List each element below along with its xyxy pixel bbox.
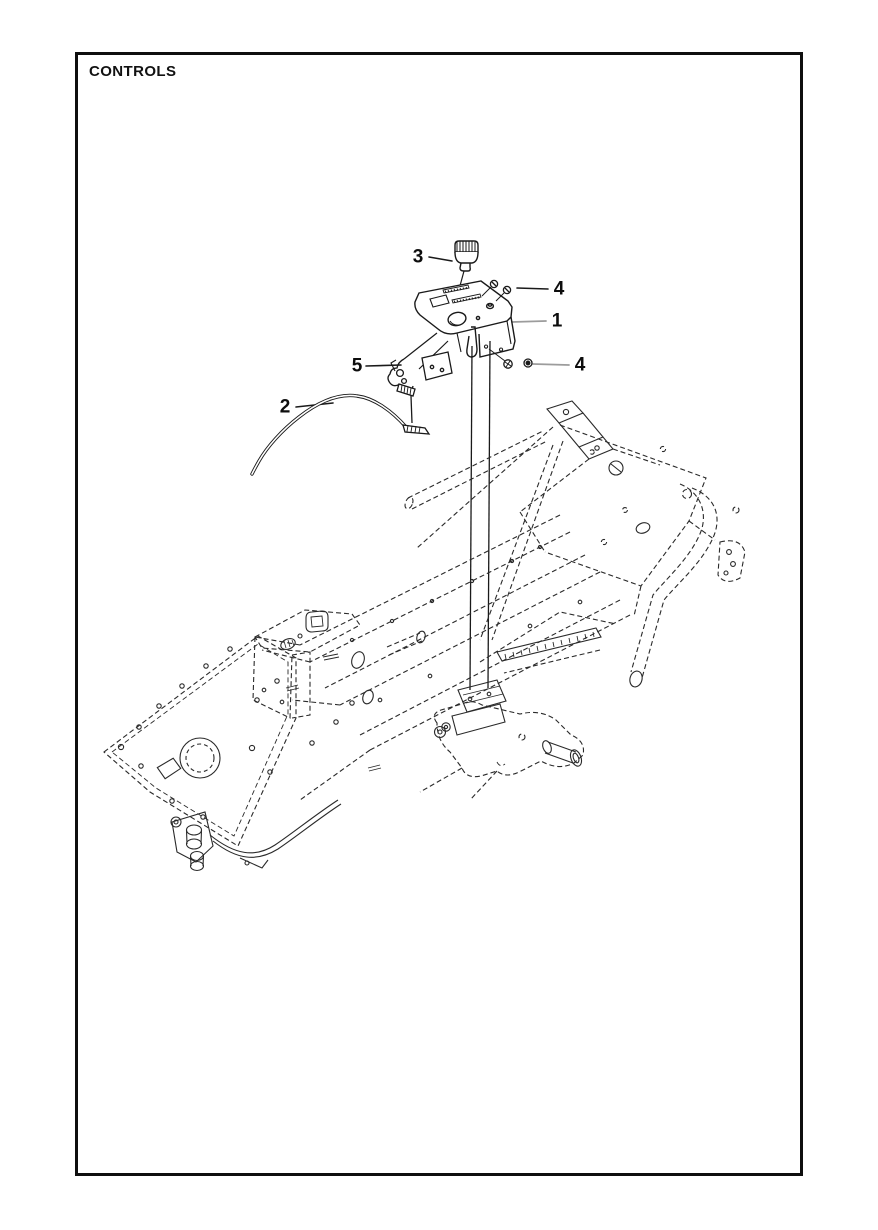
cable-drawing	[252, 395, 429, 474]
callout-4-bottom: 4	[574, 354, 586, 376]
callout-3: 3	[412, 246, 424, 268]
lever-drawing	[388, 333, 452, 423]
leader-lines	[296, 257, 569, 407]
callout-2: 2	[279, 396, 291, 418]
bolt-nut-drawing	[489, 349, 532, 368]
callout-1: 1	[551, 310, 563, 332]
page-title: CONTROLS	[89, 63, 177, 80]
callout-5: 5	[351, 355, 363, 377]
callout-4-top: 4	[553, 278, 565, 300]
steering-shaft-drawing	[470, 341, 490, 690]
chassis-drawing	[104, 401, 745, 871]
control-plate-drawing	[415, 281, 515, 357]
